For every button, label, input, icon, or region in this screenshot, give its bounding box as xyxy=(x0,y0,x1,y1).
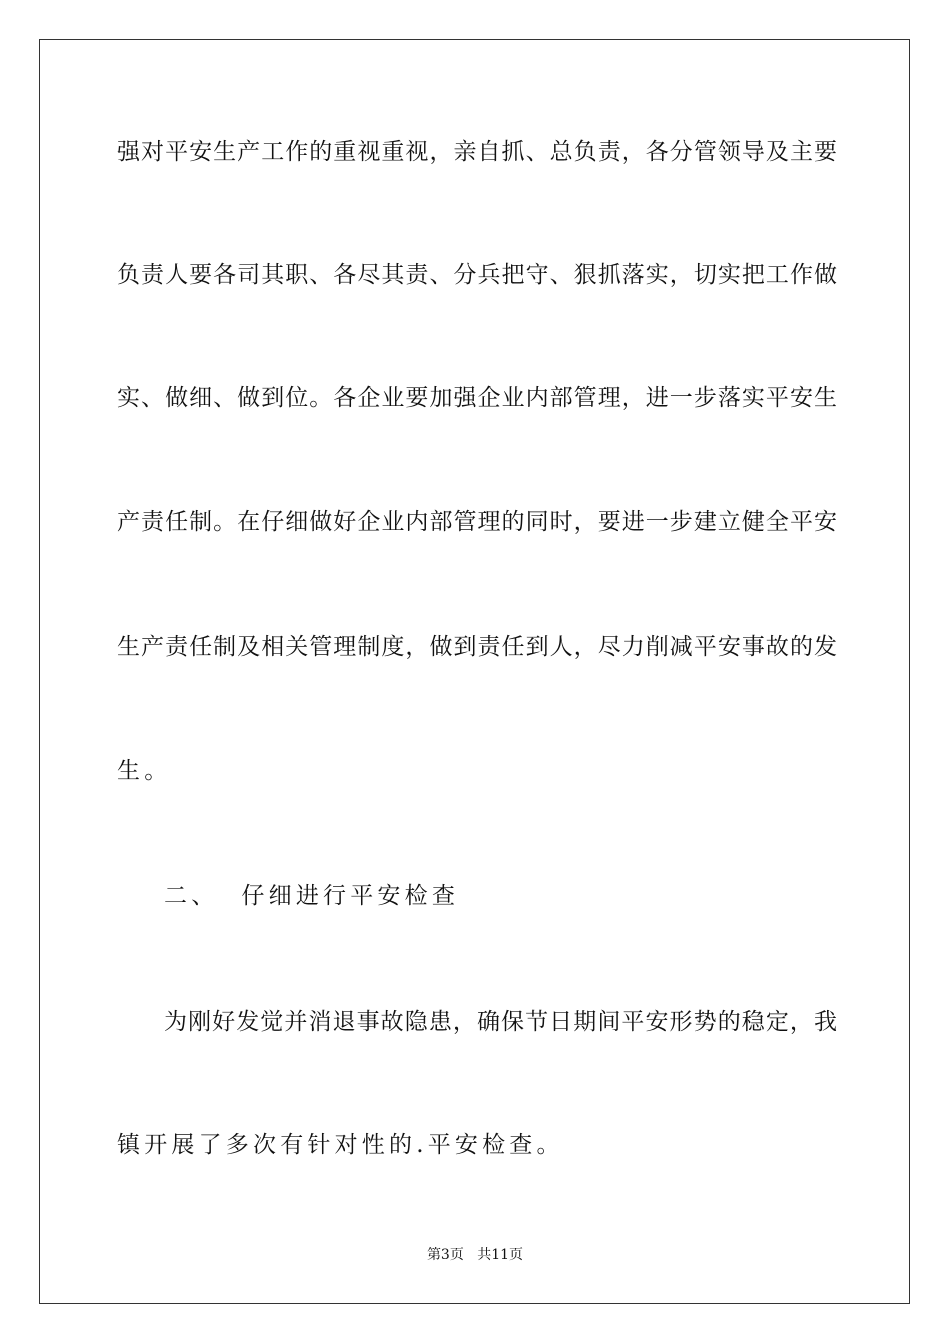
paragraph-line: 生产责任制及相关管理制度，做到责任到人，尽力削减平安事故的发 xyxy=(117,634,837,660)
paragraph-line: 负责人要各司其职、各尽其责、分兵把守、狠抓落实，切实把工作做 xyxy=(117,262,837,288)
paragraph-line: 镇开展了多次有针对性的.平安检查。 xyxy=(117,1132,564,1158)
paragraph-line: 为刚好发觉并消退事故隐患，确保节日期间平安形势的稳定，我 xyxy=(164,1009,837,1035)
page-footer xyxy=(0,1245,950,1265)
section-heading: 二、 仔细进行平安检查 xyxy=(164,883,460,909)
page-number: 第3页 xyxy=(426,1247,464,1263)
paragraph-line: 产责任制。在仔细做好企业内部管理的同时，要进一步建立健全平安 xyxy=(117,509,837,535)
page-total: 共11页 xyxy=(477,1247,524,1263)
page-border xyxy=(39,39,910,1304)
paragraph-line: 实、做细、做到位。各企业要加强企业内部管理，进一步落实平安生 xyxy=(117,385,837,411)
paragraph-line: 生。 xyxy=(117,758,172,784)
paragraph-line: 强对平安生产工作的重视重视，亲自抓、总负责，各分管领导及主要 xyxy=(117,139,837,165)
